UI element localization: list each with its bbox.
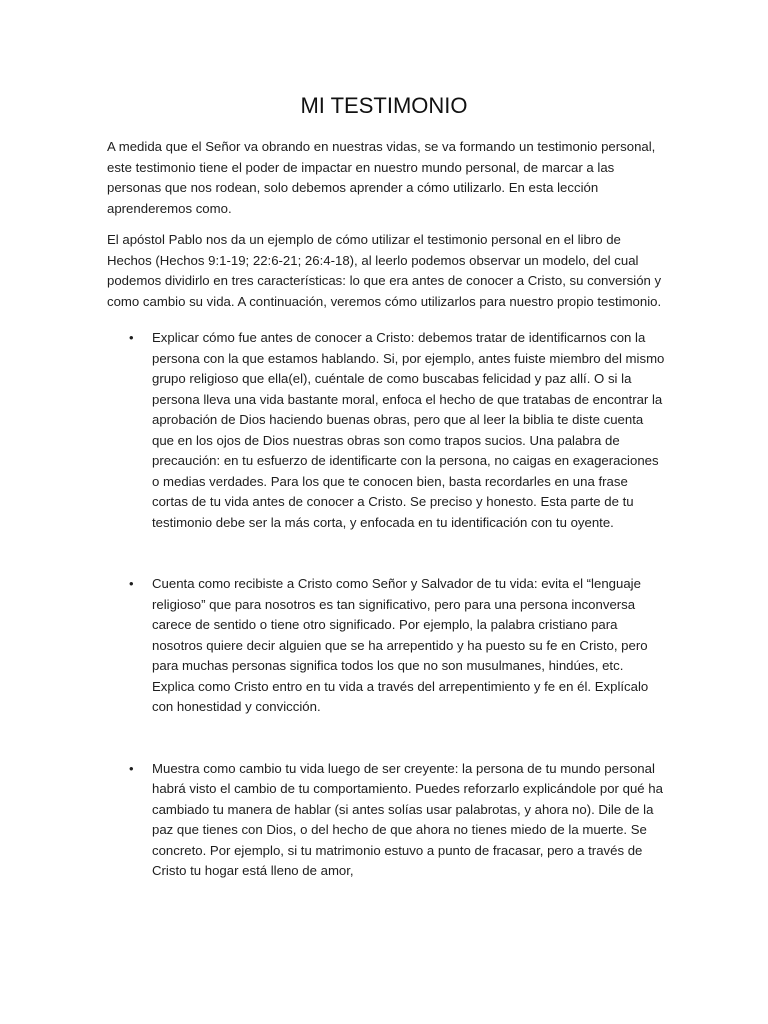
bullet-icon: • bbox=[129, 576, 134, 591]
bullet-text: Explicar cómo fue antes de conocer a Cristo: debemos tratar de identificarnos con la persona con la que estamos hablando. Si, por ejemplo, antes fuiste miembro del mismo grupo religioso que ella(el), cuéntale de como buscabas felicidad y paz allí. O si la persona lleva una vida bastante moral, enfoca el hecho de que tratabas de encontrar la aprobación de Dios haciendo buenas obras, pero que al leer la biblia te diste cuenta que en los ojos de Dios nuestras obras son como trapos sucios. Una palabra de precaución: en tu esfuerzo de identificarte con la persona, no caigas en exageraciones o medias verdades. Para los que te conocen bien, basta recordarles en una frase cortas de tu vida antes de conocer a Cristo. Se preciso y honesto. Esta parte de tu testimonio debe ser la más corta, y enfocada en tu identificación con tu oyente. bbox=[152, 330, 665, 530]
bullet-text: Muestra como cambio tu vida luego de ser creyente: la persona de tu mundo personal habrá visto el cambio de tu comportamiento. Puedes reforzarlo explicándole por qué ha cambiado tu manera de hablar (si antes solías usar palabrotas, y ahora no). Dile de la paz que tienes con Dios, o del hecho de que ahora no tienes miedo de la muerte. Se concreto. Por ejemplo, si tu matrimonio estuvo a punto de fracasar, pero a través de Cristo tu hogar está lleno de amor, bbox=[152, 760, 663, 878]
document-body bbox=[107, 137, 667, 882]
bullet-icon: • bbox=[129, 760, 134, 776]
page-title: MI TESTIMONIO bbox=[300, 93, 468, 118]
list-item bbox=[107, 759, 667, 882]
bullet-icon: • bbox=[129, 330, 134, 345]
pablo-example-paragraph: El apóstol Pablo nos da un ejemplo de cómo utilizar el testimonio personal en el libro de Hechos (Hechos 9:1-19; 22:6-21; 26:4-18), al leerlo podemos observar un modelo, del cual podemos dividirlo en tres características: lo que era antes de conocer a Cristo, su conversión y como cambio su vida. A continuación, veremos cómo utilizarlos para nuestro propio testimonio. bbox=[107, 232, 662, 309]
intro-paragraph: A medida que el Señor va obrando en nuestras vidas, se va formando un testimonio personal, este testimonio tiene el poder de impactar en nuestro mundo personal, de marcar a las personas que nos rodean, solo debemos aprender a cómo utilizarlo. En esta lección aprenderemos como. bbox=[107, 139, 656, 216]
bullet-list bbox=[107, 328, 667, 882]
list-item bbox=[107, 574, 667, 718]
list-item bbox=[107, 328, 667, 533]
bullet-text: Cuenta como recibiste a Cristo como Señor y Salvador de tu vida: evita el “lenguaje religioso” que para nosotros es tan significativo, pero para una persona inconversa carece de sentido o tiene otro significado. Por ejemplo, la palabra cristiano para nosotros quiere decir alguien que se ha arrepentido y ha puesto su fe en Cristo, pero para muchas personas significa todos los que no son musulmanes, hindúes, etc. Explica como Cristo entro en tu vida a través del arrepentimiento y fe en él. Explícalo con honestidad y convicción. bbox=[152, 576, 649, 714]
